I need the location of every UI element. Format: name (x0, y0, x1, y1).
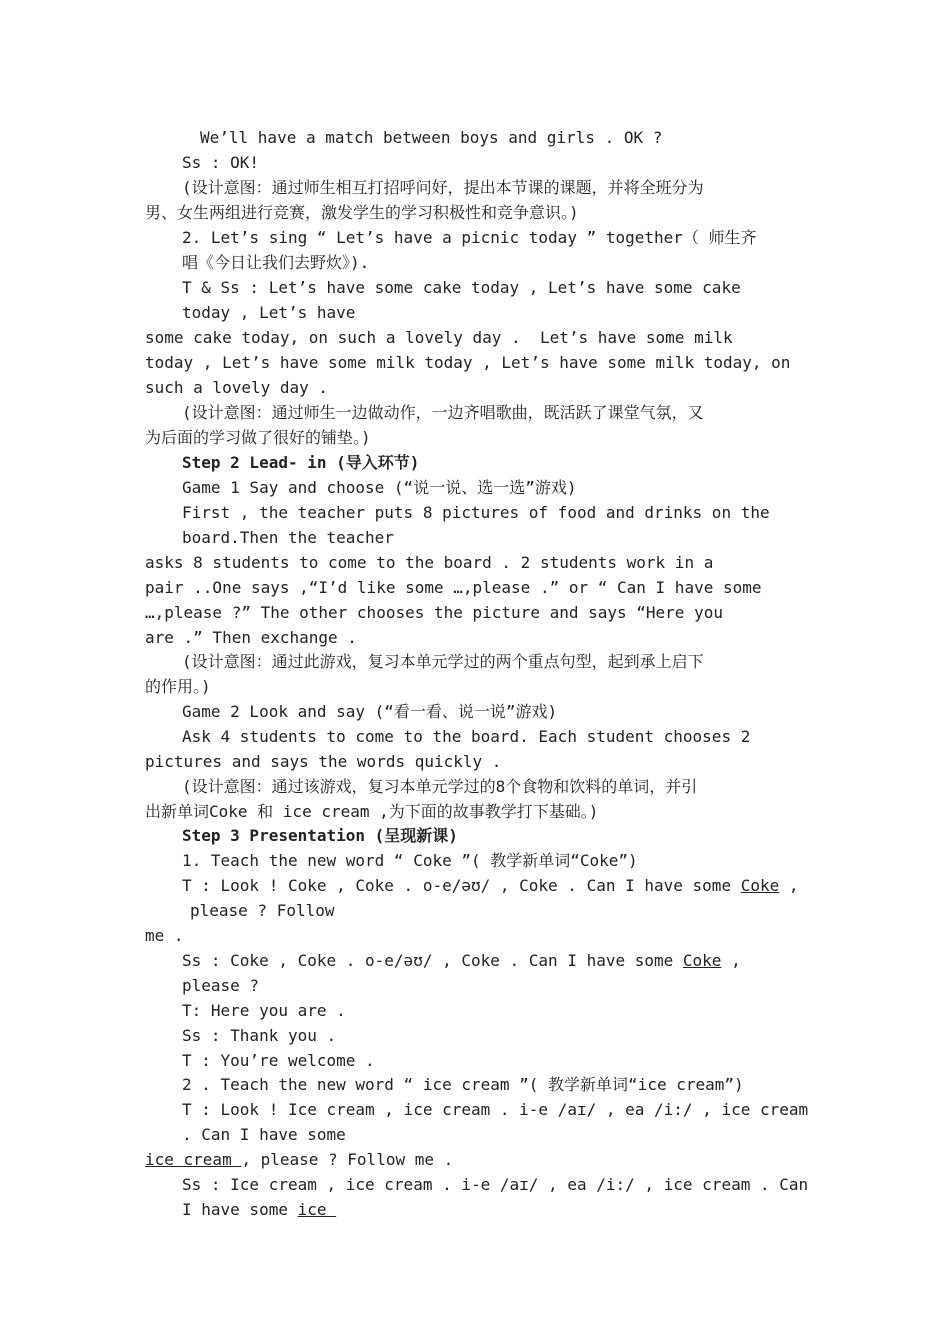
text-line: …,please ?” The other chooses the picture and says “Here you (145, 603, 723, 622)
underlined-word: Coke (682, 951, 722, 970)
text-line: Ask 4 students to come to the board. Each student chooses 2 (182, 727, 751, 746)
text-line: board.Then the teacher (182, 528, 394, 547)
text-line: 2. Let’s sing “ Let’s have a picnic today ” together（ 师生齐 (182, 228, 757, 247)
text-line: T : You’re welcome . (182, 1051, 375, 1070)
text-line: are .” Then exchange . (145, 628, 357, 647)
text-segment: T : Look ! Coke , Coke . o-e/əʊ/ , Coke . Can I have some (182, 876, 741, 895)
underlined-word: Coke (740, 876, 780, 895)
design-intent-note: (设计意图：通过师生相互打招呼问好，提出本节课的课题，并将全班分为 (182, 178, 704, 197)
text-line: pair ..One says ,“I’d like some …,please .” or “ Can I have some (145, 578, 762, 597)
text-line (182, 1200, 336, 1220)
text-line: Game 2 Look and say (“看一看、说一说”游戏) (182, 702, 558, 721)
text-line: me . (145, 926, 184, 945)
text-segment: , please ? Follow me . (241, 1150, 454, 1169)
text-line: Ss : Thank you . (182, 1026, 337, 1045)
text-line: today , Let’s have some milk today , Let’s have some milk today, on (145, 353, 791, 372)
text-segment: , (779, 876, 799, 895)
design-intent-note: (设计意图：通过该游戏，复习本单元学过的8个食物和饮料的单词，并引 (182, 777, 698, 796)
text-line: please ? Follow (190, 901, 335, 920)
text-line (182, 951, 741, 971)
text-line: Game 1 Say and choose (“说一说、选一选”游戏) (182, 478, 577, 497)
text-line: First , the teacher puts 8 pictures of food and drinks on the (182, 503, 770, 522)
text-line: Ss : Ice cream , ice cream . i-e /aɪ/ , ea /i:/ , ice cream . Can (182, 1175, 809, 1194)
text-line: 1. Teach the new word “ Coke ”( 教学新单词“Coke”) (182, 851, 638, 870)
design-intent-note: 的作用。) (145, 677, 211, 696)
design-intent-note: 男、女生两组进行竞赛，激发学生的学习积极性和竞争意识。) (145, 203, 579, 222)
text-line: such a lovely day . (145, 378, 329, 397)
underlined-word: ice (297, 1200, 337, 1219)
text-line: We’ll have a match between boys and girls . OK ? (200, 128, 663, 147)
text-line: some cake today, on such a lovely day . Let’s have some milk (145, 328, 733, 347)
design-intent-note: 为后面的学习做了很好的铺垫。) (145, 428, 371, 447)
text-line: please ? (182, 976, 260, 995)
design-intent-note: (设计意图：通过此游戏，复习本单元学过的两个重点句型，起到承上启下 (182, 652, 704, 671)
text-line (182, 876, 799, 896)
text-line: T : Look ! Ice cream , ice cream . i-e /aɪ/ , ea /i:/ , ice cream (182, 1100, 809, 1119)
text-segment: Ss : Coke , Coke . o-e/əʊ/ , Coke . Can I have some (182, 951, 683, 970)
section-heading: Step 2 Lead- in (导入环节) (182, 453, 420, 472)
text-line: T & Ss : Let’s have some cake today , Let’s have some cake (182, 278, 741, 297)
text-line: 2 . Teach the new word “ ice cream ”( 教学新单词“ice cream”) (182, 1075, 744, 1094)
underlined-word: ice cream (145, 1150, 242, 1169)
text-line: today , Let’s have (182, 303, 356, 322)
text-line: pictures and says the words quickly . (145, 752, 502, 771)
text-line: T: Here you are . (182, 1001, 346, 1020)
section-heading: Step 3 Presentation (呈现新课) (182, 826, 458, 845)
text-line: 唱《今日让我们去野炊》). (182, 253, 370, 272)
text-segment: I have some (182, 1200, 298, 1219)
text-line: Ss : OK! (182, 153, 260, 172)
design-intent-note: (设计意图：通过师生一边做动作，一边齐唱歌曲，既活跃了课堂气氛，又 (182, 403, 704, 422)
text-line: asks 8 students to come to the board . 2 students work in a (145, 553, 714, 572)
text-segment: , (721, 951, 741, 970)
text-line (145, 1150, 453, 1170)
text-line: . Can I have some (182, 1125, 346, 1144)
design-intent-note: 出新单词Coke 和 ice cream ,为下面的故事教学打下基础。) (145, 802, 599, 821)
